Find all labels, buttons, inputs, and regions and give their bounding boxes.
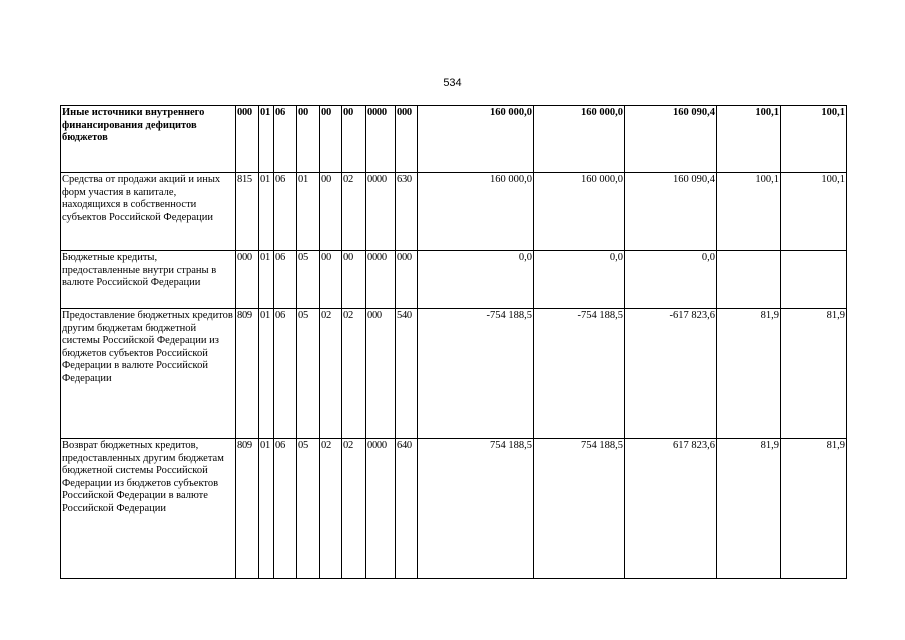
table-row [61,309,847,439]
code-admin: 815 [236,173,259,251]
code-admin: 809 [236,309,259,439]
value-percent-approved: 100,1 [717,173,781,251]
budget-table [60,105,847,579]
code-group: 01 [259,439,274,579]
value-percent-approved: 100,1 [717,106,781,173]
code-element: 02 [342,309,366,439]
value-executed: 0,0 [625,251,717,309]
value-approved: 754 188,5 [418,439,534,579]
value-percent-specified: 100,1 [781,173,847,251]
code-subarticle: 00 [320,251,342,309]
value-percent-approved: 81,9 [717,309,781,439]
value-specified: 160 000,0 [534,106,625,173]
code-kosgu: 540 [396,309,418,439]
value-specified: 160 000,0 [534,173,625,251]
value-specified: -754 188,5 [534,309,625,439]
code-element: 02 [342,439,366,579]
code-article: 05 [297,439,320,579]
code-subgroup: 06 [274,309,297,439]
value-approved: 160 000,0 [418,173,534,251]
code-kosgu: 000 [396,251,418,309]
code-subarticle: 00 [320,106,342,173]
code-article: 05 [297,251,320,309]
row-name: Средства от продажи акций и иных форм участия в капитале, находящихся в собственности субъектов Российской Федерации [61,173,236,251]
code-program: 0000 [366,173,396,251]
code-group: 01 [259,173,274,251]
code-subgroup: 06 [274,106,297,173]
value-executed: 160 090,4 [625,173,717,251]
code-element: 02 [342,173,366,251]
value-percent-approved [717,251,781,309]
value-specified: 0,0 [534,251,625,309]
value-approved: 160 000,0 [418,106,534,173]
code-subarticle: 02 [320,309,342,439]
row-name: Бюджетные кредиты, предоставленные внутри страны в валюте Российской Федерации [61,251,236,309]
code-subgroup: 06 [274,439,297,579]
code-group: 01 [259,251,274,309]
page-number: 534 [443,77,462,89]
value-percent-specified: 81,9 [781,439,847,579]
value-approved: -754 188,5 [418,309,534,439]
value-approved: 0,0 [418,251,534,309]
code-admin: 809 [236,439,259,579]
value-executed: 160 090,4 [625,106,717,173]
value-percent-approved: 81,9 [717,439,781,579]
code-admin: 000 [236,106,259,173]
code-program: 0000 [366,439,396,579]
code-group: 01 [259,106,274,173]
table-row [61,439,847,579]
code-program: 000 [366,309,396,439]
code-program: 0000 [366,106,396,173]
code-article: 00 [297,106,320,173]
value-executed: -617 823,6 [625,309,717,439]
code-subgroup: 06 [274,251,297,309]
code-program: 0000 [366,251,396,309]
row-name: Возврат бюджетных кредитов, предоставленных другим бюджетам бюджетной системы Российской Федерации из бюджетов субъектов Российской Федерации в валюте Российской Федерации [61,439,236,579]
code-element: 00 [342,251,366,309]
row-name: Иные источники внутреннего финансирования дефицитов бюджетов [61,106,236,173]
code-subgroup: 06 [274,173,297,251]
code-admin: 000 [236,251,259,309]
code-group: 01 [259,309,274,439]
code-kosgu: 640 [396,439,418,579]
row-name: Предоставление бюджетных кредитов другим бюджетам бюджетной системы Российской Федерации из бюджетов субъектов Российской Федерации в валюте Российской Федерации [61,309,236,439]
code-kosgu: 630 [396,173,418,251]
code-subarticle: 00 [320,173,342,251]
table-row [61,251,847,309]
value-percent-specified: 100,1 [781,106,847,173]
code-article: 05 [297,309,320,439]
value-executed: 617 823,6 [625,439,717,579]
code-subarticle: 02 [320,439,342,579]
value-specified: 754 188,5 [534,439,625,579]
code-kosgu: 000 [396,106,418,173]
code-element: 00 [342,106,366,173]
code-article: 01 [297,173,320,251]
value-percent-specified [781,251,847,309]
table-row [61,173,847,251]
value-percent-specified: 81,9 [781,309,847,439]
table-row [61,106,847,173]
